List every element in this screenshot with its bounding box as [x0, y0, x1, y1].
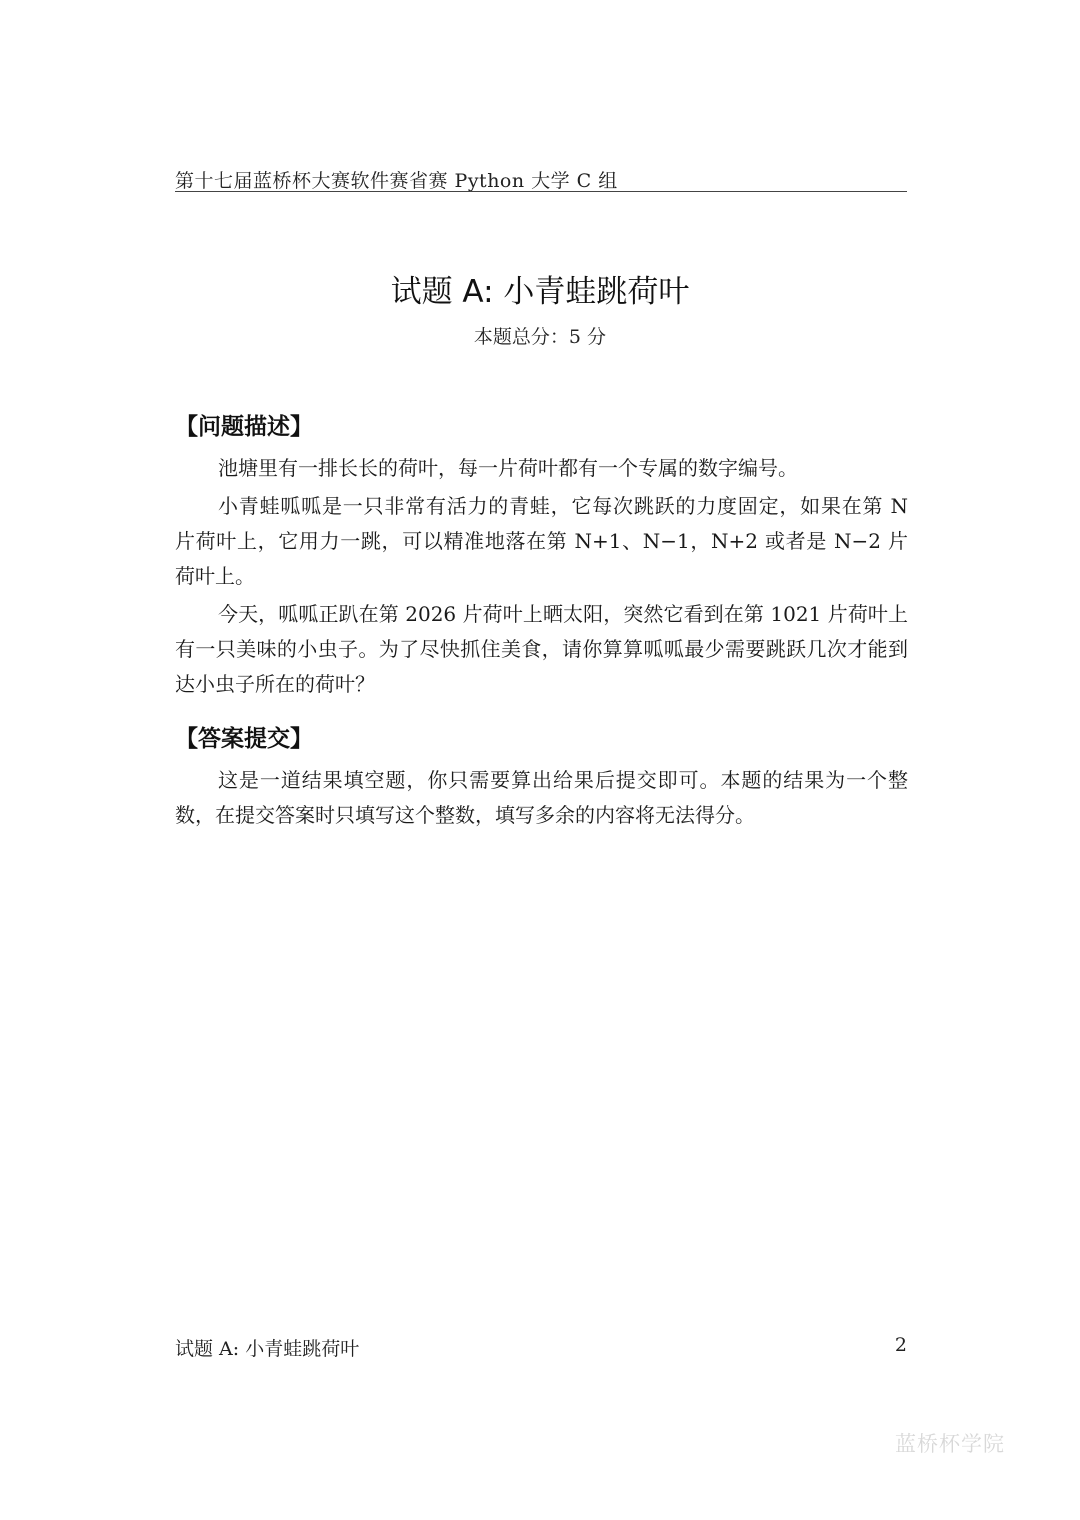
section-heading-description: 【问题描述】 [175, 414, 313, 440]
answer-paragraph: 这是一道结果填空题，你只需要算出给果后提交即可。本题的结果为一个整数，在提交答案时只填写这个整数，填写多余的内容将无法得分。 [175, 768, 908, 827]
description-paragraph: 池塘里有一排长长的荷叶，每一片荷叶都有一个专属的数字编号。 [218, 456, 798, 480]
footer-title: 试题 A: 小青蛙跳荷叶 [175, 1338, 360, 1360]
problem-score: 本题总分：5 分 [473, 326, 607, 348]
section-heading-answer: 【答案提交】 [175, 726, 313, 752]
header-rule [175, 191, 907, 192]
watermark: 蓝桥杯学院 [895, 1432, 1005, 1456]
running-header: 第十七届蓝桥杯大赛软件赛省赛 Python 大学 C 组 [175, 170, 618, 192]
description-paragraph: 小青蛙呱呱是一只非常有活力的青蛙，它每次跳跃的力度固定，如果在第 N 片荷叶上，它用力一跳，可以精准地落在第 N+1、N−1，N+2 或者是 N−2 片荷叶上。 [175, 494, 908, 588]
description-paragraph: 今天，呱呱正趴在第 2026 片荷叶上晒太阳，突然它看到在第 1021 片荷叶上有一只美味的小虫子。为了尽快抓住美食，请你算算呱呱最少需要跳跃几次才能到达小虫子所在的荷叶？ [175, 602, 908, 696]
page-number: 2 [894, 1334, 907, 1356]
problem-title: 试题 A: 小青蛙跳荷叶 [390, 274, 690, 310]
